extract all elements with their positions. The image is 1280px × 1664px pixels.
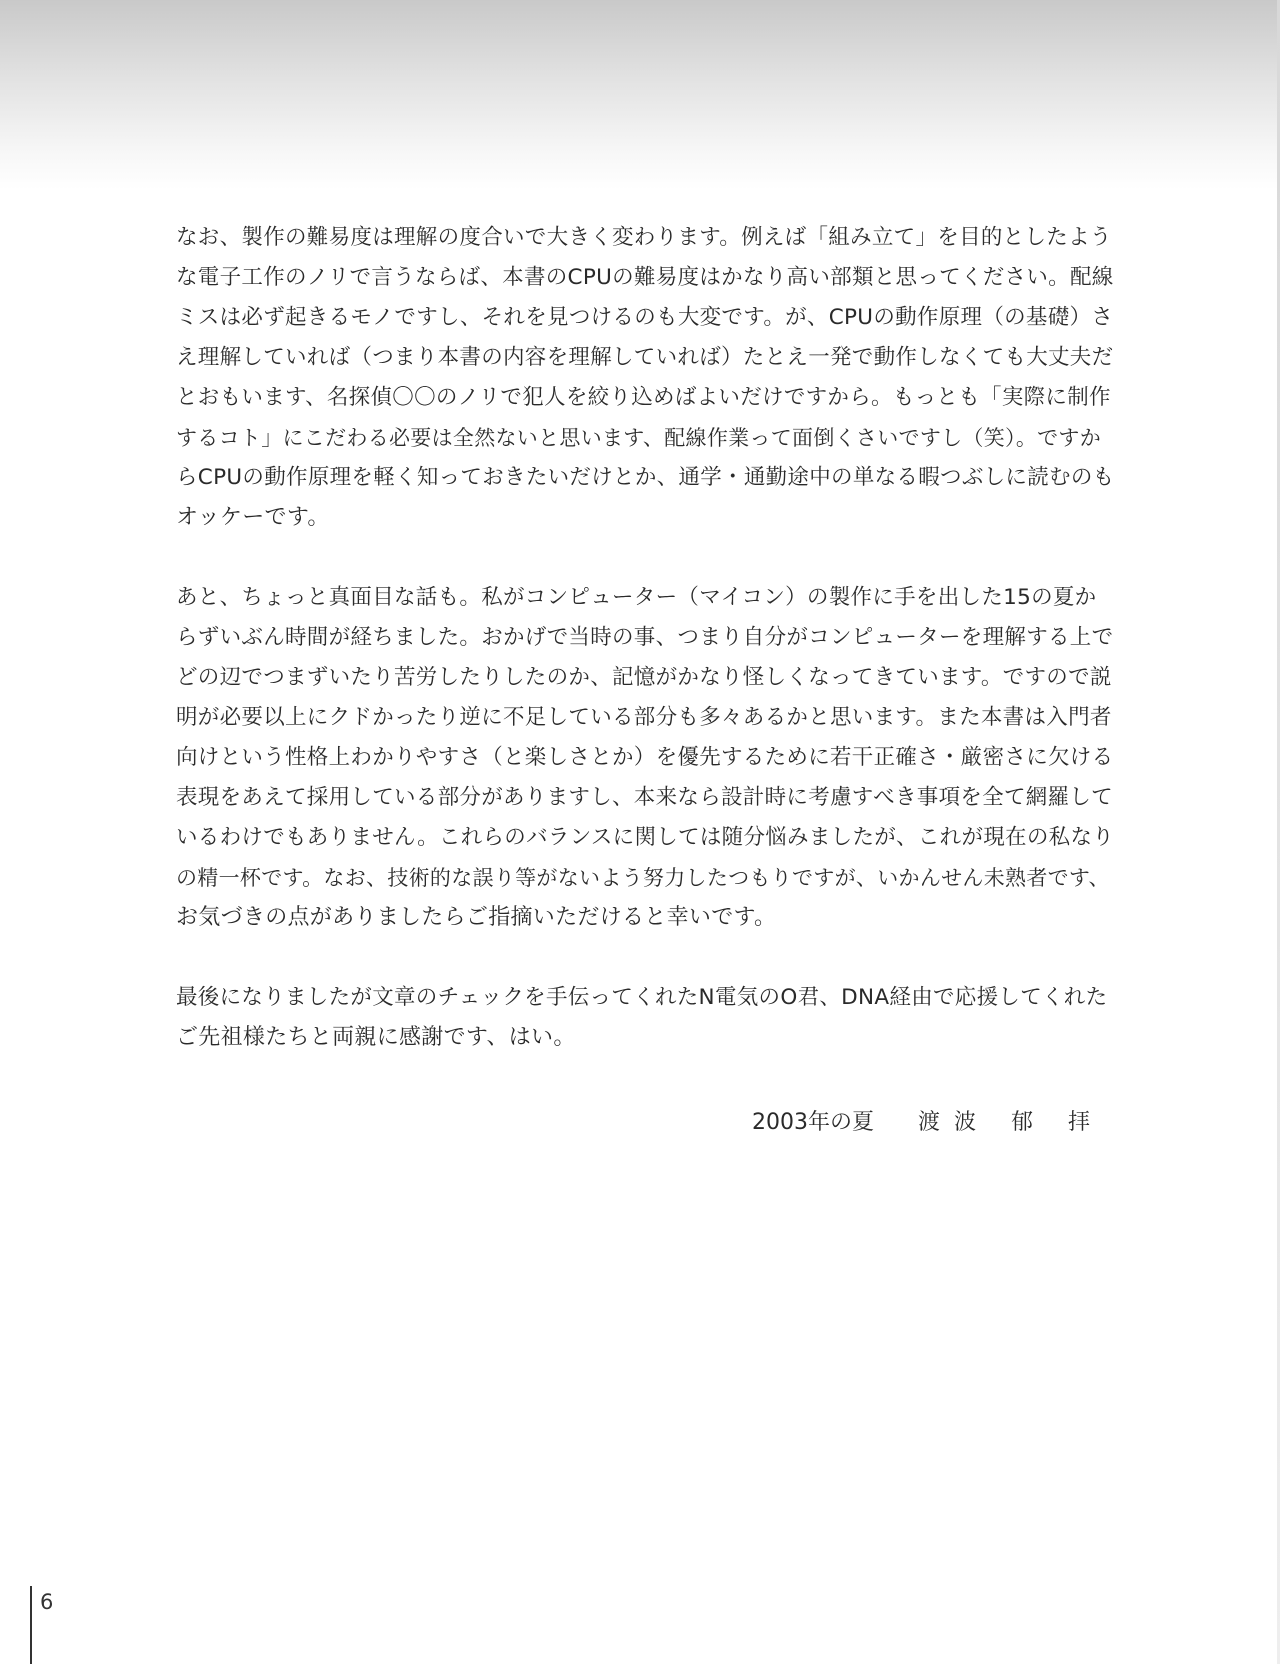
text-line: 表現をあえて採用している部分がありますし、本来なら設計時に考慮すべき事項を全て網羅して [176,785,1113,810]
top-shading [0,0,1280,190]
signature [752,1103,1104,1143]
text-line: らCPUの動作原理を軽く知っておきたいだけとか、通学・通勤途中の単なる暇つぶしに読むのも [176,465,1115,490]
text-line: どの辺でつまずいたり苦労したりしたのか、記憶がかなり怪しくなってきています。ですので説 [176,665,1112,690]
text-line: なお、製作の難易度は理解の度合いで大きく変わります。例えば「組み立て」を目的としたよう [176,225,1112,250]
text-line: の精一杯です。なお、技術的な誤り等がないよう努力したつもりですが、いかんせん未熟者です、 [176,866,1110,890]
text-line: するコト」にこだわる必要は全然ないと思います、配線作業って面倒くさいですし（笑）。ですか [176,426,1102,450]
text-line: お気づきの点がありましたらご指摘いただけると幸いです。 [176,905,777,930]
page-number: 6 [40,1590,54,1614]
signature-author: 渡波 郁 拝 [918,1110,1104,1135]
paragraph-disclaimer [176,578,1116,938]
text-line: とおもいます、名探偵〇〇のノリで犯人を絞り込めばよいだけですから。もっとも「実際に制作 [176,385,1111,410]
page-number-rule [30,1586,32,1664]
text-line: あと、ちょっと真面目な話も。私がコンピューター（マイコン）の製作に手を出した15の夏か [176,585,1097,610]
text-line: 向けという性格上わかりやすさ（と楽しさとか）を優先するために若干正確さ・厳密さに欠ける [176,745,1114,770]
body-text [176,218,1116,1058]
text-line: 明が必要以上にクドかったり逆に不足している部分も多々あるかと思います。また本書は入門者 [176,705,1112,730]
text-line: いるわけでもありません。これらのバランスに関しては随分悩みましたが、これが現在の私なり [176,825,1115,850]
paragraph-spacer [176,938,1116,978]
paragraph-spacer [176,538,1116,578]
text-line: え理解していれば（つまり本書の内容を理解していれば）たとえ一発で動作しなくても大丈夫だ [176,345,1114,370]
text-line: オッケーです。 [176,505,330,530]
text-line: な電子工作のノリで言うならば、本書のCPUの難易度はかなり高い部類と思ってください。配線 [176,265,1114,290]
text-line: ミスは必ず起きるモノですし、それを見つけるのも大変です。が、CPUの動作原理（の基礎）さ [176,305,1114,330]
text-line: らずいぶん時間が経ちました。おかげで当時の事、つまり自分がコンピューターを理解する上で [176,625,1114,650]
text-line: ご先祖様たちと両親に感謝です、はい。 [176,1025,576,1050]
signature-date: 2003年の夏 [752,1110,874,1135]
paragraph-difficulty [176,218,1116,538]
text-line: 最後になりましたが文章のチェックを手伝ってくれたN電気のO君、DNA経由で応援してくれた [176,985,1108,1010]
paragraph-acknowledgements [176,978,1116,1058]
